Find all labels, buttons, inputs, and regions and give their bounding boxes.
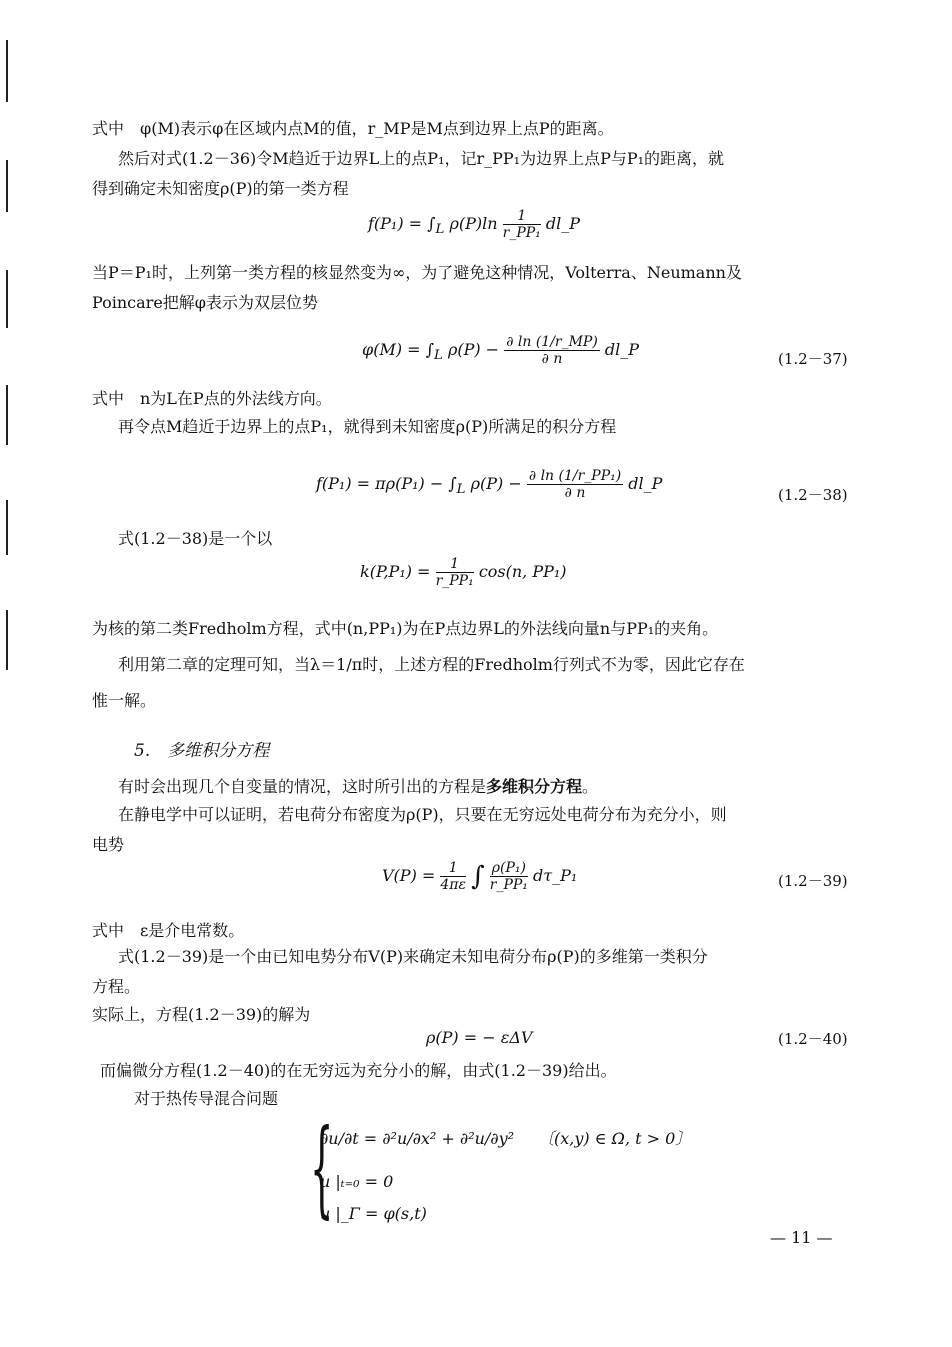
text-line: 为核的第二类Fredholm方程，式中(n,PP₁)为在P点边界L的外法线向量n与PP₁的夹角。 [92,619,719,638]
text-line: 得到确定未知密度ρ(P)的第一类方程 [92,179,349,198]
system-brace: { [310,1107,334,1229]
text-line: 当P＝P₁时，上列第一类方程的核显然变为∞，为了避免这种情况，Volterra、Neumann及 [92,263,742,282]
text-line: 式(1.2－39)是一个由已知电势分布V(P)来确定未知电荷分布ρ(P)的多维第一类积分 [118,947,708,966]
text-line: 式中 φ(M)表示φ在区域内点M的值，r_MP是M点到边界上点P的距离。 [92,119,614,138]
text-line: 有时会出现几个自变量的情况，这时所引出的方程是多维积分方程。 [118,777,599,796]
text-line: Poincare把解φ表示为双层位势 [92,293,318,312]
text-line: 式中 ε是介电常数。 [92,921,245,940]
text-line: 然后对式(1.2－36)令M趋近于边界L上的点P₁，记r_PP₁为边界上点P与P₁的距离，就 [118,149,725,168]
equation-number: (1.2－37) [778,350,848,368]
margin-rule [6,610,8,670]
heat-equation: ∂u/∂t = ∂²u/∂x² + ∂²u/∂y² 〔(x,y) ∈ Ω, t > 0〕 [320,1129,692,1148]
page-number: — 11 — [770,1228,833,1247]
margin-rule [6,385,8,445]
margin-rule [6,270,8,328]
text-line: 式中 n为L在P点的外法线方向。 [92,389,332,408]
equation-number: (1.2－39) [778,872,848,890]
text-line: 而偏微分方程(1.2－40)的在无穷远为充分小的解，由式(1.2－39)给出。 [100,1061,617,1080]
text-line: 方程。 [92,977,141,996]
text-line: 在静电学中可以证明，若电荷分布密度为ρ(P)，只要在无穷远处电荷分布为充分小，则 [118,805,727,824]
equation-1-2-38: $f(P_1) = \pi\rho(P_1) - \int_L$ ρ(P) − $\frac{\text{∂ ln (1/r\_PP₁)}}{\partial n}$ dl_P [316,468,663,501]
equation-1-2-39: V(P) = $\frac{1}{4\pi\varepsilon}$ ∫ $\frac{\text{ρ(P₁)}}{\text{r\_PP₁}}$ dτ_P₁ [382,860,578,893]
text-line: 实际上，方程(1.2－39)的解为 [92,1005,311,1024]
equation-kernel: k(P,P₁) = $\frac{1}{\text{r\_PP₁}}$ cos(n, PP₁) [360,556,567,589]
text-line: 电势 [92,835,125,854]
margin-rule [6,500,8,555]
margin-rule [6,160,8,212]
margin-rule [6,40,8,102]
equation-number: (1.2－40) [778,1030,848,1048]
text-line: 惟一解。 [92,691,157,710]
equation-1-2-36: $f(P_1) = \int_L$ ρ(P)ln $\frac{1}{\text{r\_PP₁}}$ dl_P [368,208,580,241]
equation-number: (1.2－38) [778,486,848,504]
text-line: 对于热传导混合问题 [134,1089,279,1108]
initial-condition: u |ₜ₌₀ = 0 [320,1172,394,1191]
text-line: 再令点M趋近于边界上的点P₁，就得到未知密度ρ(P)所满足的积分方程 [118,417,617,436]
equation-1-2-40: ρ(P) = − εΔV [426,1028,533,1047]
text-line: 利用第二章的定理可知，当λ＝1/π时，上述方程的Fredholm行列式不为零，因此它存在 [118,655,745,674]
text-line: 式(1.2－38)是一个以 [118,529,273,548]
boundary-condition: u |_Γ = φ(s,t) [320,1204,427,1223]
section-heading: 5. 多维积分方程 [134,741,270,761]
equation-1-2-37: $\varphi(M) = \int_L$ ρ(P) − $\frac{\partial \ln (1/r\_MP)}{\partial n}$ dl_P [362,334,640,367]
